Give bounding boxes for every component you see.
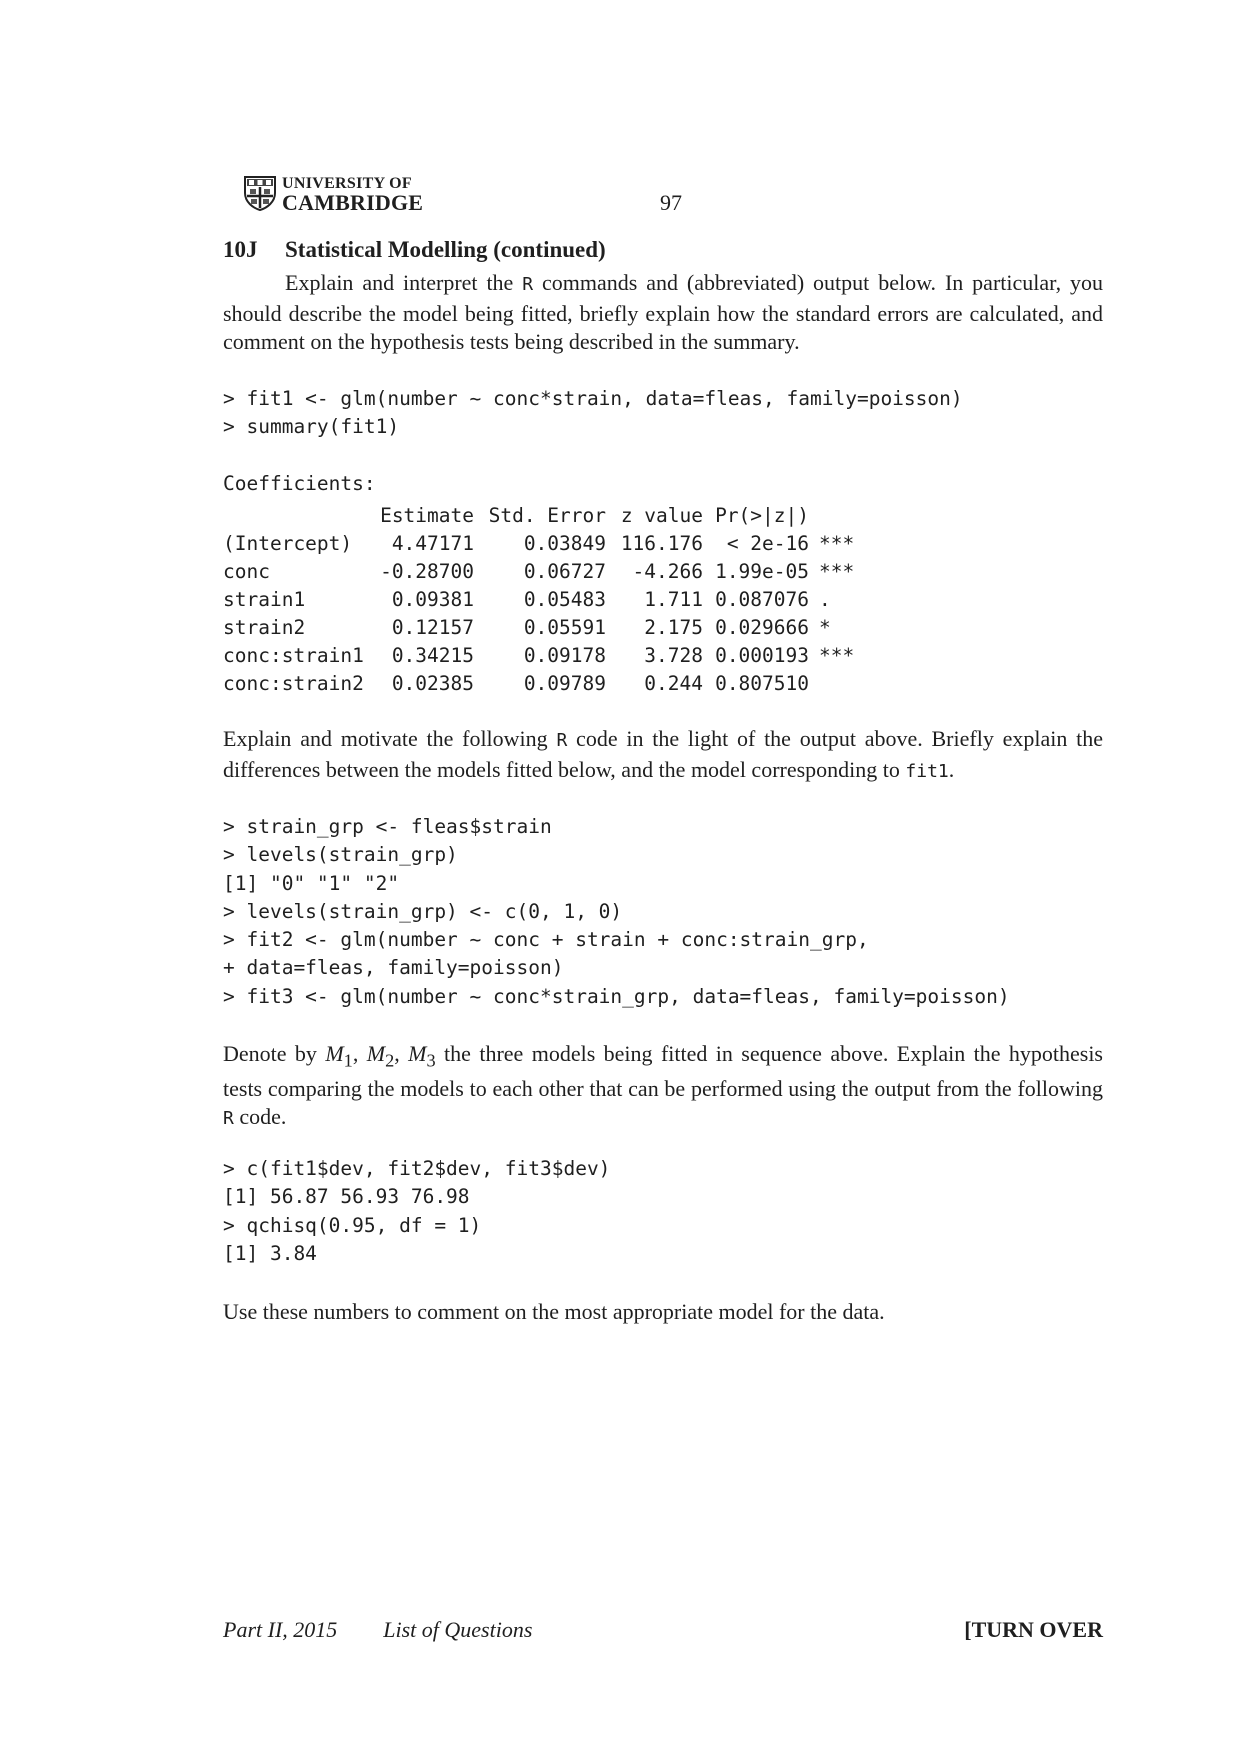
row-std-error: 0.06727 [523, 560, 606, 583]
col-header-significance [809, 502, 869, 530]
row-std-error: 0.05591 [523, 616, 606, 639]
code-block-fit2-fit3: > strain_grp <- fleas$strain > levels(strain_grp) [1] "0" "1" "2" > levels(strain_grp) <- c(0, 1, 0) > fit2 <- glm(number ~ conc + strain + conc:strain_grp, + data=fleas, family=poisson) > fit3 <- glm(number ~ conc*strain_grp, data=fleas, family=poisson) [223, 815, 1010, 1008]
intro-text-start: Explain and interpret the [285, 270, 523, 295]
row-name: conc [223, 560, 270, 583]
footer-part: Part II, 2015 [223, 1617, 338, 1642]
table-row [223, 586, 869, 614]
model-subscript-1: 1 [343, 1050, 353, 1071]
row-significance: . [819, 588, 831, 611]
model-separator: , [394, 1041, 409, 1066]
model-symbol-m1: M [325, 1041, 344, 1066]
hypothesis-paragraph [223, 1040, 1103, 1134]
col-header-name [223, 502, 376, 530]
university-crest-icon [243, 175, 277, 211]
intro-paragraph [223, 269, 1103, 357]
footer-turn-over: [TURN OVER [964, 1617, 1103, 1642]
model-subscript-2: 2 [385, 1050, 395, 1071]
row-estimate: 4.47171 [391, 532, 474, 555]
row-z-value: -4.266 [632, 560, 703, 583]
university-logo [243, 175, 443, 215]
table-row [223, 614, 869, 642]
row-name: conc:strain2 [223, 672, 364, 695]
conclusion-paragraph: Use these numbers to comment on the most appropriate model for the data. [223, 1299, 885, 1324]
row-std-error: 0.05483 [523, 588, 606, 611]
coefficients-table [223, 502, 869, 698]
row-name: (Intercept) [223, 532, 353, 555]
model-separator: , [352, 1041, 367, 1066]
row-p-value: 1.99e-05 [715, 560, 809, 583]
table-row [223, 670, 869, 698]
hypothesis-text-1: Denote by [223, 1041, 326, 1066]
coefficients-header-row [223, 502, 869, 530]
col-header-z-value: z value [620, 504, 703, 527]
motivation-text-2: code in the light of the output above. Briefly explain the differences between the models fitted below, and the model corresponding to [223, 726, 1103, 782]
motivation-text-1: Explain and motivate the following [223, 726, 557, 751]
question-heading [223, 237, 606, 263]
question-number: 10J [223, 237, 258, 262]
model-symbol-m2: M [366, 1041, 386, 1066]
model-symbol-m3: M [408, 1041, 427, 1066]
motivation-paragraph [223, 725, 1103, 786]
footer-list: List of Questions [383, 1617, 533, 1642]
coefficients-label: Coefficients: [223, 472, 376, 495]
col-header-std-error: Std. Error [488, 504, 606, 527]
row-p-value: 0.000193 [715, 644, 809, 667]
row-significance: * [819, 616, 831, 639]
row-estimate: -0.28700 [380, 560, 474, 583]
row-p-value: 0.807510 [715, 672, 809, 695]
table-row [223, 530, 869, 558]
hypothesis-r-keyword: R [223, 1108, 234, 1130]
intro-r-keyword: R [522, 274, 534, 295]
row-significance: *** [819, 644, 855, 667]
row-significance [809, 670, 869, 698]
row-z-value: 0.244 [644, 672, 703, 695]
row-p-value: < 2e-16 [726, 532, 809, 555]
row-std-error: 0.03849 [523, 532, 606, 555]
row-name: strain2 [223, 616, 306, 639]
motivation-text-3: . [948, 756, 955, 782]
hypothesis-text-2: the three models being fitted in sequence above. Explain the hypothesis tests comparing the models to each other that can be performed using the output from the following [223, 1041, 1103, 1101]
row-name: conc:strain1 [223, 644, 364, 667]
table-row [223, 642, 869, 670]
motivation-fit1-keyword: fit1 [905, 760, 949, 782]
university-name-line2: CAMBRIDGE [282, 190, 424, 215]
row-significance: *** [819, 532, 855, 555]
row-std-error: 0.09789 [523, 672, 606, 695]
row-z-value: 3.728 [644, 644, 703, 667]
row-name: strain1 [223, 588, 306, 611]
row-estimate: 0.09381 [391, 588, 474, 611]
row-std-error: 0.09178 [523, 644, 606, 667]
code-block-fit1: > fit1 <- glm(number ~ conc*strain, data=fleas, family=poisson) > summary(fit1) [223, 387, 963, 439]
row-significance: *** [819, 560, 855, 583]
row-z-value: 116.176 [620, 532, 703, 555]
row-estimate: 0.34215 [391, 644, 474, 667]
row-z-value: 1.711 [644, 588, 703, 611]
code-block-deviance: > c(fit1$dev, fit2$dev, fit3$dev) [1] 56.87 56.93 76.98 > qchisq(0.95, df = 1) [1] 3.84 [223, 1157, 611, 1265]
footer-left [223, 1617, 532, 1643]
row-estimate: 0.12157 [391, 616, 474, 639]
university-name-line1: UNIVERSITY OF [282, 175, 412, 192]
page-number: 97 [660, 190, 682, 215]
hypothesis-text-3: code. [233, 1104, 287, 1130]
intro-text-end: commands and (abbreviated) output below. In particular, you should describe the model being fitted, briefly explain how the standard errors are calculated, and comment on the hypothesis tests being described in the summary. [223, 270, 1103, 354]
table-row [223, 558, 869, 586]
row-p-value: 0.087076 [715, 588, 809, 611]
motivation-r-keyword: R [556, 730, 568, 751]
col-header-estimate: Estimate [380, 504, 474, 527]
row-estimate: 0.02385 [391, 672, 474, 695]
row-z-value: 2.175 [644, 616, 703, 639]
model-subscript-3: 3 [426, 1050, 436, 1071]
col-header-p-value: Pr(>|z|) [715, 504, 809, 527]
row-p-value: 0.029666 [715, 616, 809, 639]
question-title: Statistical Modelling (continued) [285, 237, 606, 262]
